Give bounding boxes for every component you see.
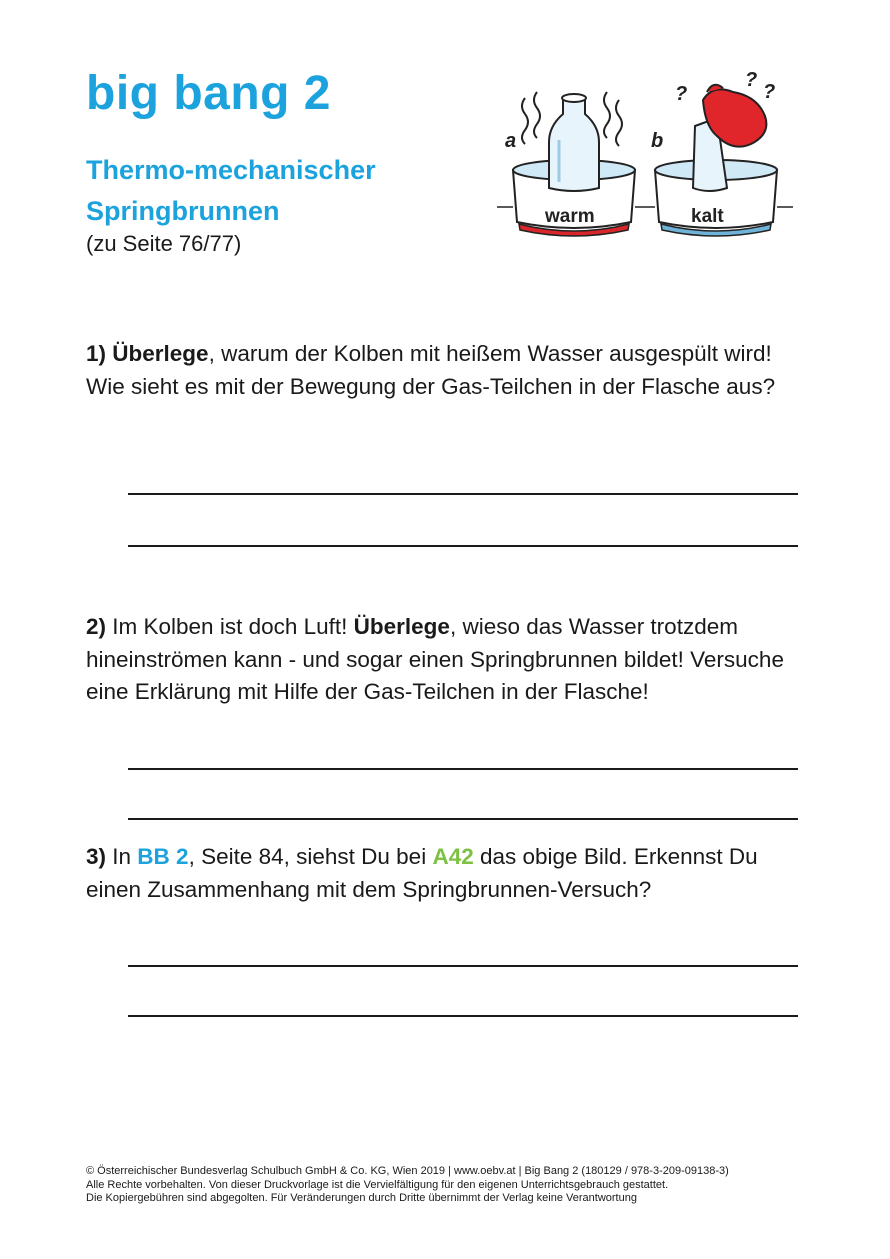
question-3-text: das obige Bild. Erkennst Du einen Zusammenhang mit dem Springbrunnen-Versuch?	[86, 844, 758, 902]
answer-line[interactable]	[128, 545, 798, 547]
label-warm: warm	[545, 206, 595, 227]
answer-line[interactable]	[128, 965, 798, 967]
question-1	[86, 338, 816, 403]
question-1-text: , warum der Kolben mit heißem Wasser ausgespült wird! Wie sieht es mit der Bewegung der Gas-Teilchen in der Flasche aus?	[86, 341, 776, 399]
question-2-text-before: Im Kolben ist doch Luft!	[106, 614, 354, 639]
worksheet-title: big bang 2	[86, 67, 331, 120]
question-1-keyword: Überlege	[112, 341, 209, 366]
copyright-footer	[86, 1165, 846, 1206]
question-2-keyword: Überlege	[353, 614, 450, 639]
worksheet-subtitle	[86, 150, 446, 232]
answer-line[interactable]	[128, 493, 798, 495]
answer-line[interactable]	[128, 768, 798, 770]
question-2-number: 2)	[86, 614, 107, 639]
footer-line-1: © Österreichischer Bundesverlag Schulbuch GmbH & Co. KG, Wien 2019 | www.oebv.at | Big Bang 2 (180129 / 978-3-209-09138-3)	[86, 1165, 729, 1177]
question-3	[86, 841, 816, 906]
svg-text:?: ?	[763, 81, 776, 103]
answer-line[interactable]	[128, 1015, 798, 1017]
question-3-text-mid: , Seite 84, siehst Du bei	[188, 844, 433, 869]
question-1-number: 1)	[86, 341, 107, 366]
bottles-in-bowls-illustration	[495, 70, 795, 245]
question-2-text: , wieso das Wasser trotzdem hineinströmen kann - und sogar einen Springbrunnen bildet! Versuche eine Erklärung mit Hilfe der Gas-Teilchen in der Flasche!	[86, 614, 784, 704]
open-bottle	[549, 94, 599, 191]
label-a: a	[505, 130, 517, 152]
svg-text:?: ?	[675, 83, 688, 105]
answer-line[interactable]	[128, 818, 798, 820]
svg-text:?: ?	[745, 70, 758, 91]
footer-line-2: Alle Rechte vorbehalten. Von dieser Druckvorlage ist die Vervielfältigung für den eigenen Unterrichtsgebrauch gestattet.	[86, 1178, 669, 1191]
footer-line-3: Die Kopiergebühren sind abgegolten. Für Veränderungen durch Dritte übernimmt der Verlag keine Verantwortung	[86, 1192, 637, 1204]
question-3-number: 3)	[86, 844, 107, 869]
question-2	[86, 611, 816, 709]
subtitle-line-1: Thermo-mechanischer	[86, 155, 376, 185]
label-kalt: kalt	[691, 206, 724, 227]
task-reference: A42	[432, 844, 474, 869]
question-3-text-before: In	[106, 844, 138, 869]
subtitle-line-2: Springbrunnen	[86, 196, 280, 226]
label-b: b	[651, 130, 664, 152]
page-reference: (zu Seite 76/77)	[86, 231, 242, 256]
book-reference: BB 2	[137, 844, 189, 869]
experiment-illustration	[495, 70, 795, 245]
